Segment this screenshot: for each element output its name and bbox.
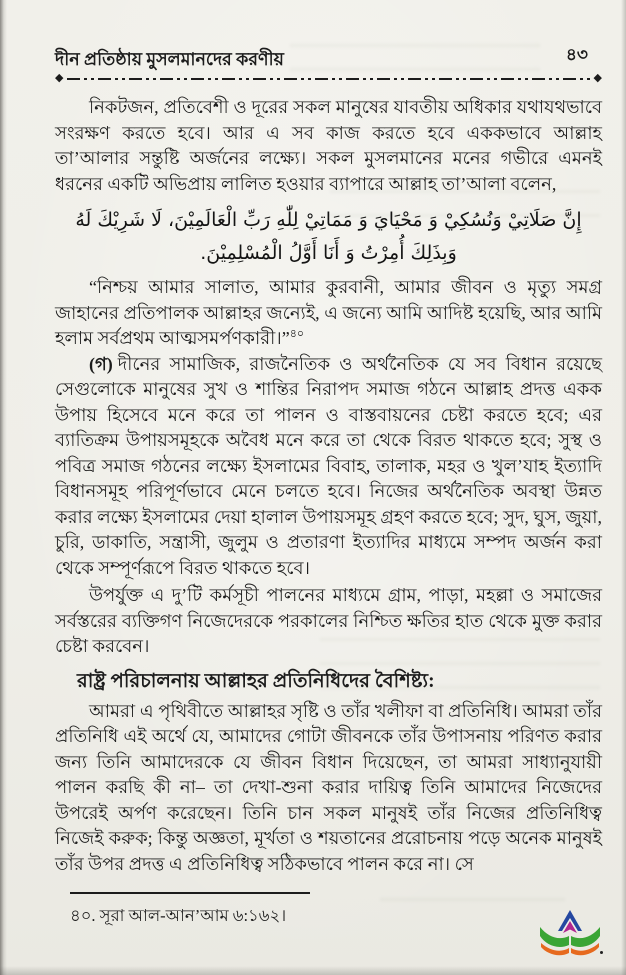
footnote-separator-rule <box>70 892 310 894</box>
ink-speck <box>600 951 603 954</box>
header-divider-rule <box>55 73 602 84</box>
page-edge-shadow-right <box>621 0 626 975</box>
diamond-icon: ◆ <box>55 72 64 84</box>
paragraph-summary: উপর্যুক্ত এ দু’টি কর্মসূচী পালনের মাধ্যমে গ্রাম, পাড়া, মহল্লা ও সমাজের সর্বস্তরের ব্যক্তিগণ নিজেদেরকে পরকালের নিশ্চিত ক্ষতির হাত থেকে মুক্ত করার চেষ্টা করবেন। <box>55 585 602 656</box>
page-content <box>55 0 602 877</box>
paragraph-intro: নিকটজন, প্রতিবেশী ও দূরের সকল মানুষের যাবতীয় অধিকার যথাযথভাবে সংরক্ষণ করতে হবে। আর এ সব কাজ করতে হবে এককভাবে আল্লাহ তা’আলার সন্তুষ্টি অর্জনের লক্ষ্যে। সকল মুসলমানের মনের গভীরে এমনই ধরনের একটি অভিপ্রায় লালিত হওয়ার ব্যাপারে আল্লাহ তা’আলা বলেন, <box>55 97 602 194</box>
footnote-reference: ৪০ <box>289 328 304 340</box>
page-edge-shadow-bottom <box>0 966 626 975</box>
dash-dot-rule <box>67 78 589 80</box>
footnote-block <box>70 892 370 930</box>
footnote-text: ৪০. সূরা আল-আন’আম ৬:১৬২। <box>70 906 287 925</box>
running-header <box>55 0 602 70</box>
paragraph-ga <box>55 352 602 582</box>
page-number: ৪৩ <box>565 45 588 64</box>
list-marker-ga: (গ) <box>89 353 113 374</box>
publisher-book-logo <box>537 906 603 962</box>
chapter-title: দীন প্রতিষ্ঠায় মুসলমানদের করণীয় <box>55 49 284 69</box>
diamond-icon: ◆ <box>593 72 602 84</box>
translation-quote: “নিশ্চয় আমার সালাত, আমার কুরবানী, আমার জীবন ও মৃত্যু সমগ্র জাহানের প্রতিপালক আল্লাহর জন্যেই, এ জন্যে আমি আদিষ্ট হয়েছি, আর আমি হলাম সর্বপ্রথম আত্মসমর্পণকারী।” <box>55 277 602 348</box>
arabic-verse: إِنَّ صَلَاتِيْ وَنُسُكِيْ وَ مَحْيَايَ وَ مَمَاتِيْ لِلّٰهِ رَبِّ الْعَالَمِيْنَ، لَا شَرِيْكَ لَهُ وَبِذَلِكَ أُمِرْتُ وَ أَنَا أَوَّلُ الْمُسْلِمِيْنَ. <box>75 209 582 264</box>
paragraph-khalifa: আমরা এ পৃথিবীতে আল্লাহর সৃষ্টি ও তাঁর খলীফা বা প্রতিনিধি। আমরা তাঁর প্রতিনিধি এই অর্থে যে, আমাদের গোটা জীবনকে তাঁর উপাসনায় পরিণত করার জন্য তিনি আমাদেরকে যে জীবন বিধান দিয়েছেন, তা আমরা সাধ্যানুযায়ী পালন করছি কী না– তা দেখা-শুনা করার দায়িত্ব তিনি আমাদের নিজেদের উপরেই অর্পণ করেছেন। তিনি চান সকল মানুষই তাঁর নিজের প্রতিনিধিত্ব নিজেই করুক; কিন্তু অজ্ঞতা, মূর্খতা ও শয়তানের প্ররোচনায় পড়ে অনেক মানুষই তাঁর উপর প্রদত্ত এ প্রতিনিধিত্ব সঠিকভাবে পালন করে না। সে <box>55 700 602 874</box>
page-spine-shadow <box>0 0 7 975</box>
paragraph-ga-text: দীনের সামাজিক, রাজনৈতিক ও অর্থনৈতিক যে সব বিধান রয়েছে সেগুলোকে মানুষের সুখ ও শান্তির নিরাপদ সমাজ গঠনে আল্লাহ প্রদত্ত একক উপায় হিসেবে মনে করে তা পালন ও বাস্তবায়নের চেষ্টা করতে হবে; এর ব্যাতিক্রম উপায়সমূহকে অবৈধ মনে করে তা থেকে বিরত থাকতে হবে; সুস্থ ও পবিত্র সমাজ গঠনের লক্ষ্যে ইসলামের বিবাহ, তালাক, মহর ও খুল’যাহ ইত্যাদি বিধানসমূহ পরিপূর্ণভাবে মেনে চলতে হবে। নিজের অর্থনৈতিক অবস্থা উন্নত করার লক্ষ্যে ইসলামের দেয়া হালাল উপায়সমূহ গ্রহণ করতে হবে; সুদ, ঘুস, জুয়া, চুরি, ডাকাতি, সন্ত্রাসী, জুলুম ও প্রতারণা ইত্যাদির মাধ্যমে সম্পদ অর্জন করা থেকে সম্পূর্ণরূপে বিরত থাকতে হবে। <box>55 353 602 578</box>
paragraph-translation <box>55 275 602 352</box>
section-heading: রাষ্ট্র পরিচালনায় আল্লাহর প্রতিনিধিদের বৈশিষ্ট্য: <box>77 670 435 692</box>
